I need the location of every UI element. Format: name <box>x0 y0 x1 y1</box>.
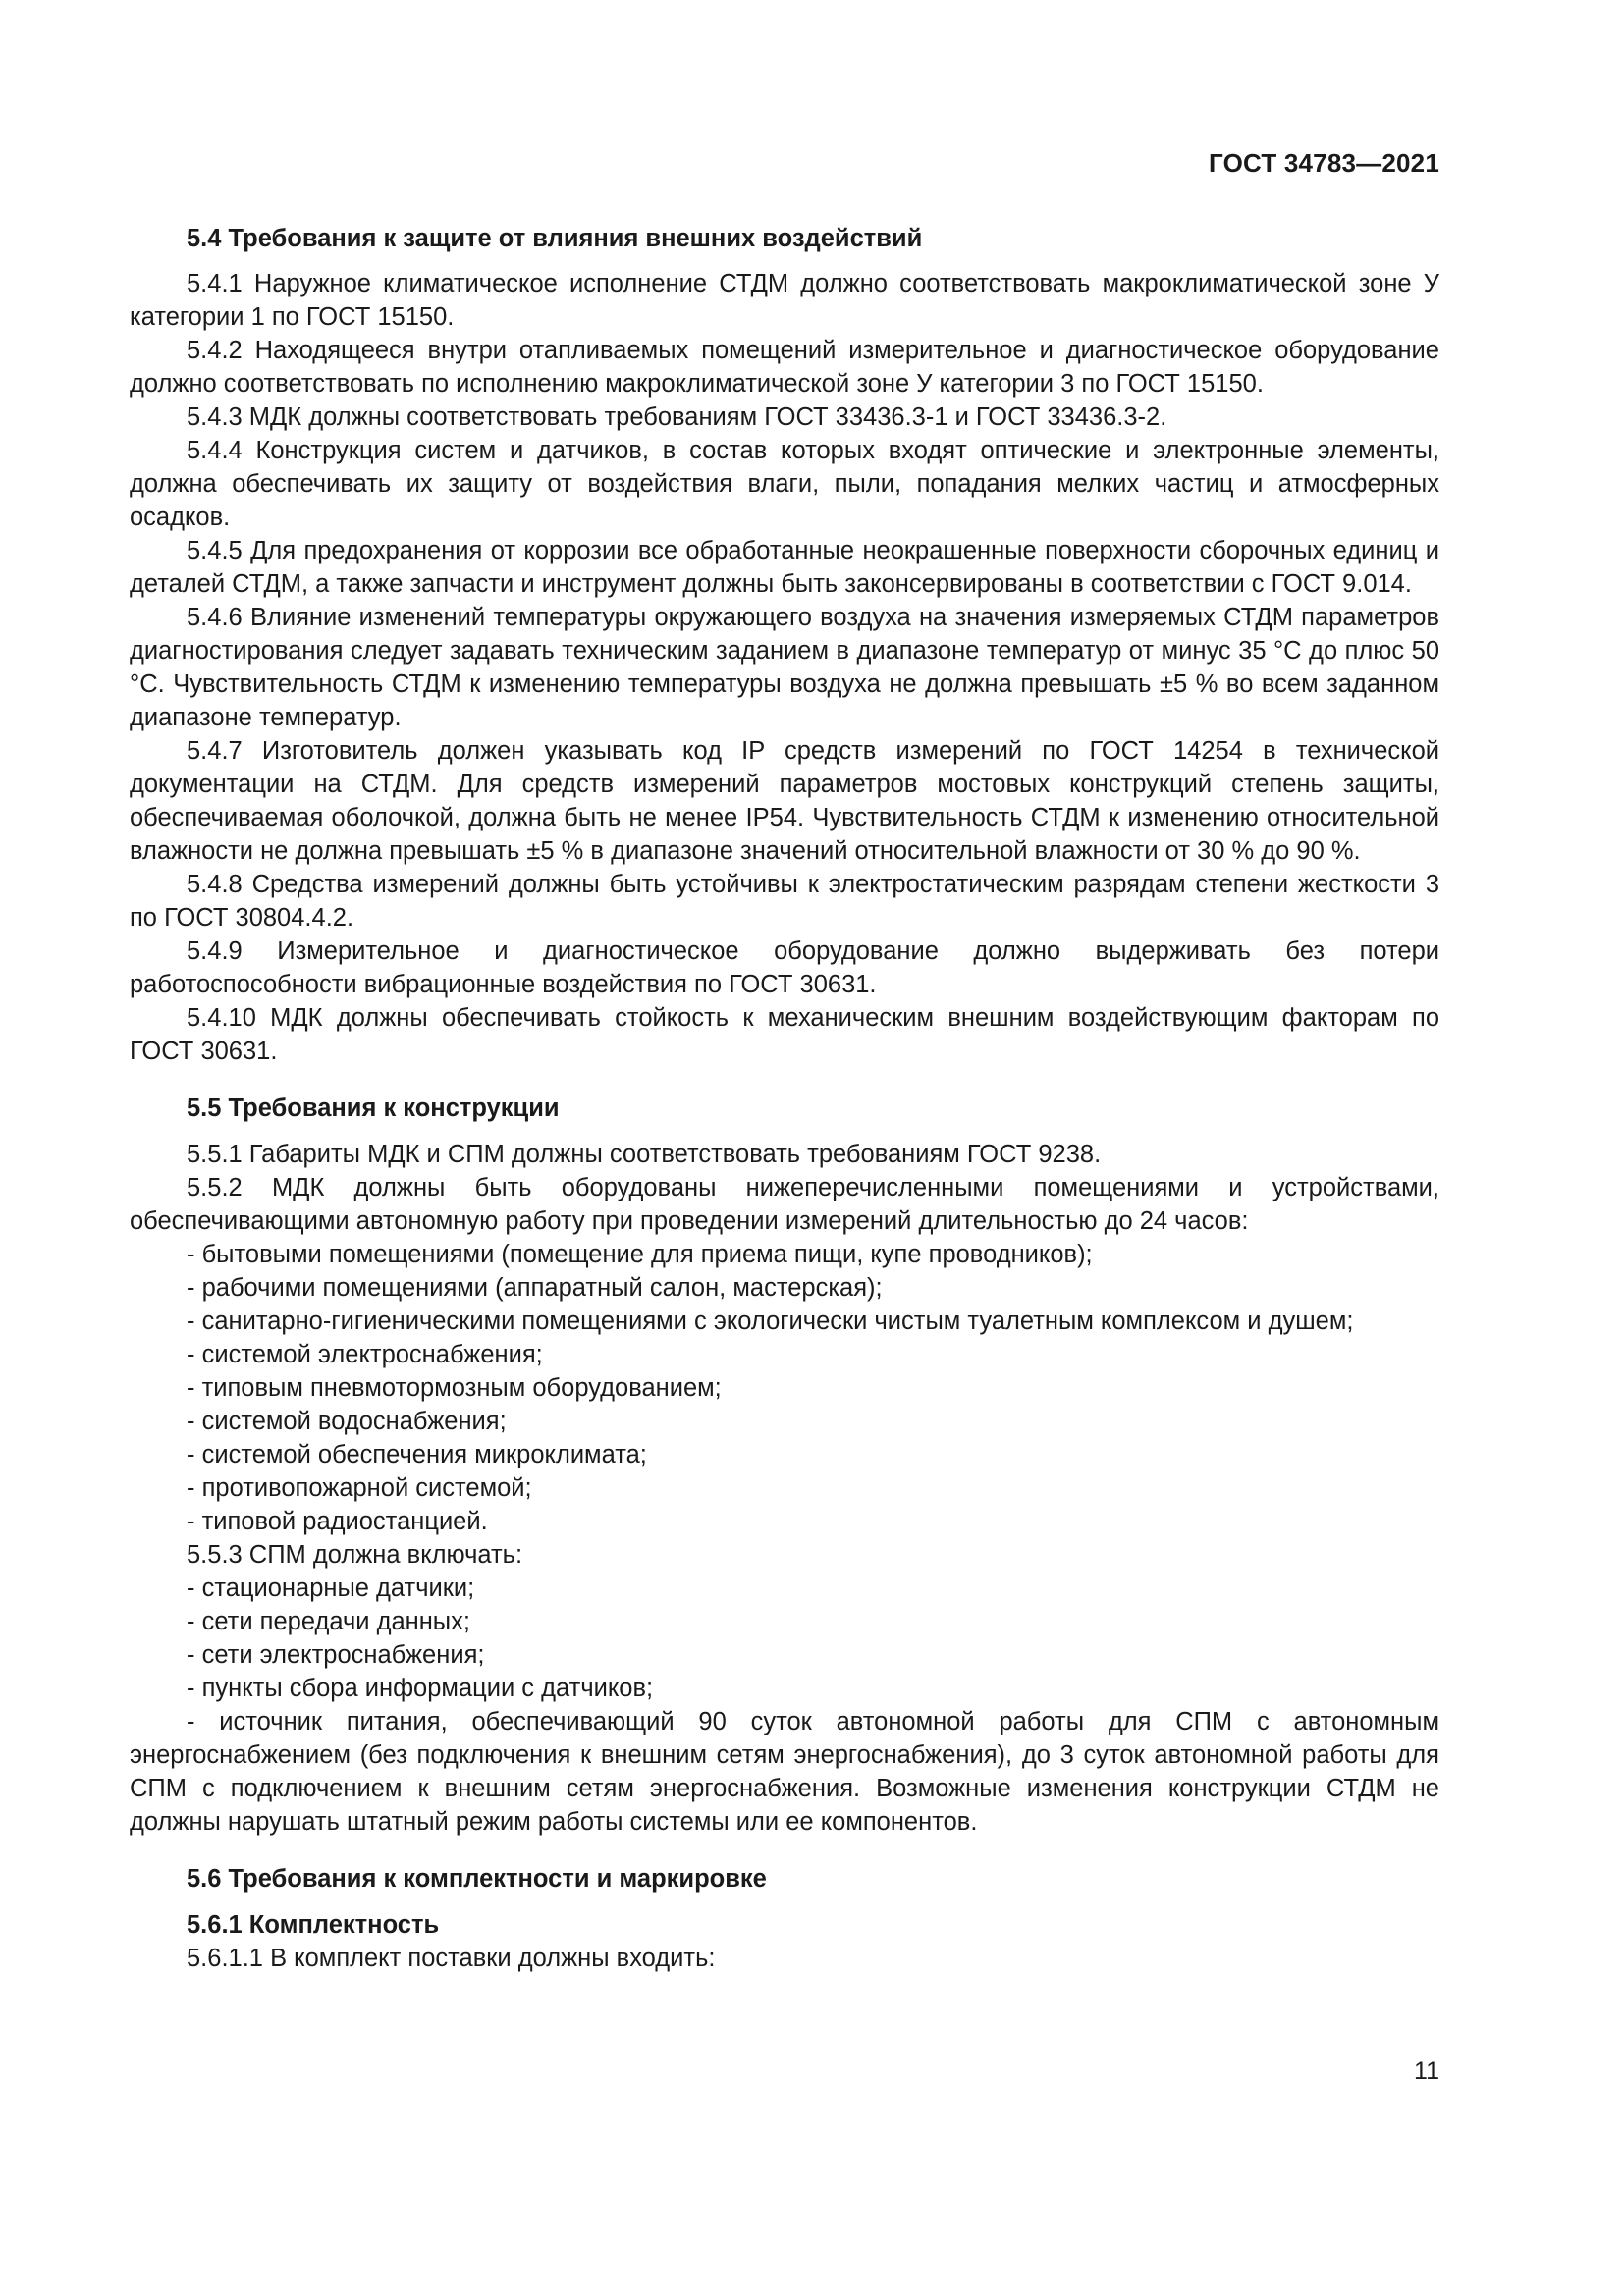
paragraph-5-5-3: 5.5.3 СПМ должна включать: <box>187 1541 523 1569</box>
document-body <box>130 222 1439 1975</box>
paragraph-5-4-2: 5.4.2 Находящееся внутри отапливаемых помещений измерительное и диагностическое оборудование должно соответствовать по исполнению макроклиматической зоне У категории 3 по ГОСТ 15150. <box>130 337 1439 398</box>
list-item: - стационарные датчики; <box>187 1575 475 1602</box>
paragraph-5-4-10: 5.4.10 МДК должны обеспечивать стойкость к механическим внешним воздействующим факторам по ГОСТ 30631. <box>130 1004 1439 1065</box>
paragraph-5-4-3: 5.4.3 МДК должны соответствовать требованиям ГОСТ 33436.3-1 и ГОСТ 33436.3-2. <box>187 403 1167 431</box>
list-item: - системой обеспечения микроклимата; <box>187 1441 647 1468</box>
list-item: - системой водоснабжения; <box>187 1408 507 1435</box>
list-item: - сети электроснабжения; <box>187 1641 485 1669</box>
section-heading-5-6: 5.6 Требования к комплектности и маркировке <box>187 1865 767 1893</box>
paragraph-5-4-7: 5.4.7 Изготовитель должен указывать код IP средств измерений по ГОСТ 14254 в технической документации на СТДМ. Для средств измерений параметров мостовых конструкций степень защиты, обеспечиваемая оболочкой, должна быть не менее IP54. Чувствительность СТДМ к изменению относительной влажности не должна превышать ±5 % в диапазоне значений относительной влажности от 30 % до 90 %. <box>130 737 1439 865</box>
page-number: 11 <box>1414 2057 1439 2085</box>
list-item: - типовой радиостанцией. <box>187 1508 488 1535</box>
paragraph-5-6-1-1: 5.6.1.1 В комплект поставки должны входить: <box>187 1945 716 1972</box>
list-item: - санитарно-гигиеническими помещениями с экологически чистым туалетным комплексом и душем; <box>187 1308 1354 1335</box>
paragraph-5-4-9: 5.4.9 Измерительное и диагностическое оборудование должно выдерживать без потери работоспособности вибрационные воздействия по ГОСТ 30631. <box>130 937 1439 998</box>
section-heading-5-4: 5.4 Требования к защите от влияния внешних воздействий <box>187 225 923 252</box>
paragraph-5-4-1: 5.4.1 Наружное климатическое исполнение СТДМ должно соответствовать макроклиматической зоне У категории 1 по ГОСТ 15150. <box>130 270 1439 331</box>
list-item: - системой электроснабжения; <box>187 1341 543 1368</box>
paragraph-5-5-1: 5.5.1 Габариты МДК и СПМ должны соответствовать требованиям ГОСТ 9238. <box>187 1141 1102 1168</box>
section-heading-5-5: 5.5 Требования к конструкции <box>187 1095 560 1122</box>
paragraph-5-4-8: 5.4.8 Средства измерений должны быть устойчивы к электростатическим разрядам степени жесткости 3 по ГОСТ 30804.4.2. <box>130 871 1439 932</box>
list-item: - пункты сбора информации с датчиков; <box>187 1675 654 1702</box>
list-item: - сети передачи данных; <box>187 1608 470 1635</box>
paragraph-5-5-2: 5.5.2 МДК должны быть оборудованы нижеперечисленными помещениями и устройствами, обеспечивающими автономную работу при проведении измерений длительностью до 24 часов: <box>130 1174 1439 1235</box>
document-header: ГОСТ 34783—2021 <box>1209 148 1439 178</box>
list-item: - типовым пневмотормозным оборудованием; <box>187 1374 722 1402</box>
list-item: - рабочими помещениями (аппаратный салон, мастерская); <box>187 1274 883 1302</box>
list-item: - бытовыми помещениями (помещение для приема пищи, купе проводников); <box>187 1241 1093 1268</box>
paragraph-5-4-6: 5.4.6 Влияние изменений температуры окружающего воздуха на значения измеряемых СТДМ параметров диагностирования следует задавать техническим заданием в диапазоне температур от минус 35 °С до плюс 50 °С. Чувствительность СТДМ к изменению температуры воздуха не должна превышать ±5 % во всем заданном диапазоне температур. <box>130 604 1439 731</box>
paragraph-5-4-5: 5.4.5 Для предохранения от коррозии все обработанные неокрашенные поверхности сборочных единиц и деталей СТДМ, а также запчасти и инструмент должны быть законсервированы в соответствии с ГОСТ 9.014. <box>130 537 1439 598</box>
paragraph-5-4-4: 5.4.4 Конструкция систем и датчиков, в состав которых входят оптические и электронные элементы, должна обеспечивать их защиту от воздействия влаги, пыли, попадания мелких частиц и атмосферных осадков. <box>130 437 1439 531</box>
subsection-heading-5-6-1: 5.6.1 Комплектность <box>187 1911 440 1939</box>
list-item: - источник питания, обеспечивающий 90 суток автономной работы для СПМ с автономным энергоснабжением (без подключения к внешним сетям энергоснабжения), до 3 суток автономной работы для СПМ с подключением к внешним сетям энергоснабжения. Возможные изменения конструкции СТДМ не должны нарушать штатный режим работы системы или ее компонентов. <box>130 1708 1439 1836</box>
list-item: - противопожарной системой; <box>187 1474 532 1502</box>
